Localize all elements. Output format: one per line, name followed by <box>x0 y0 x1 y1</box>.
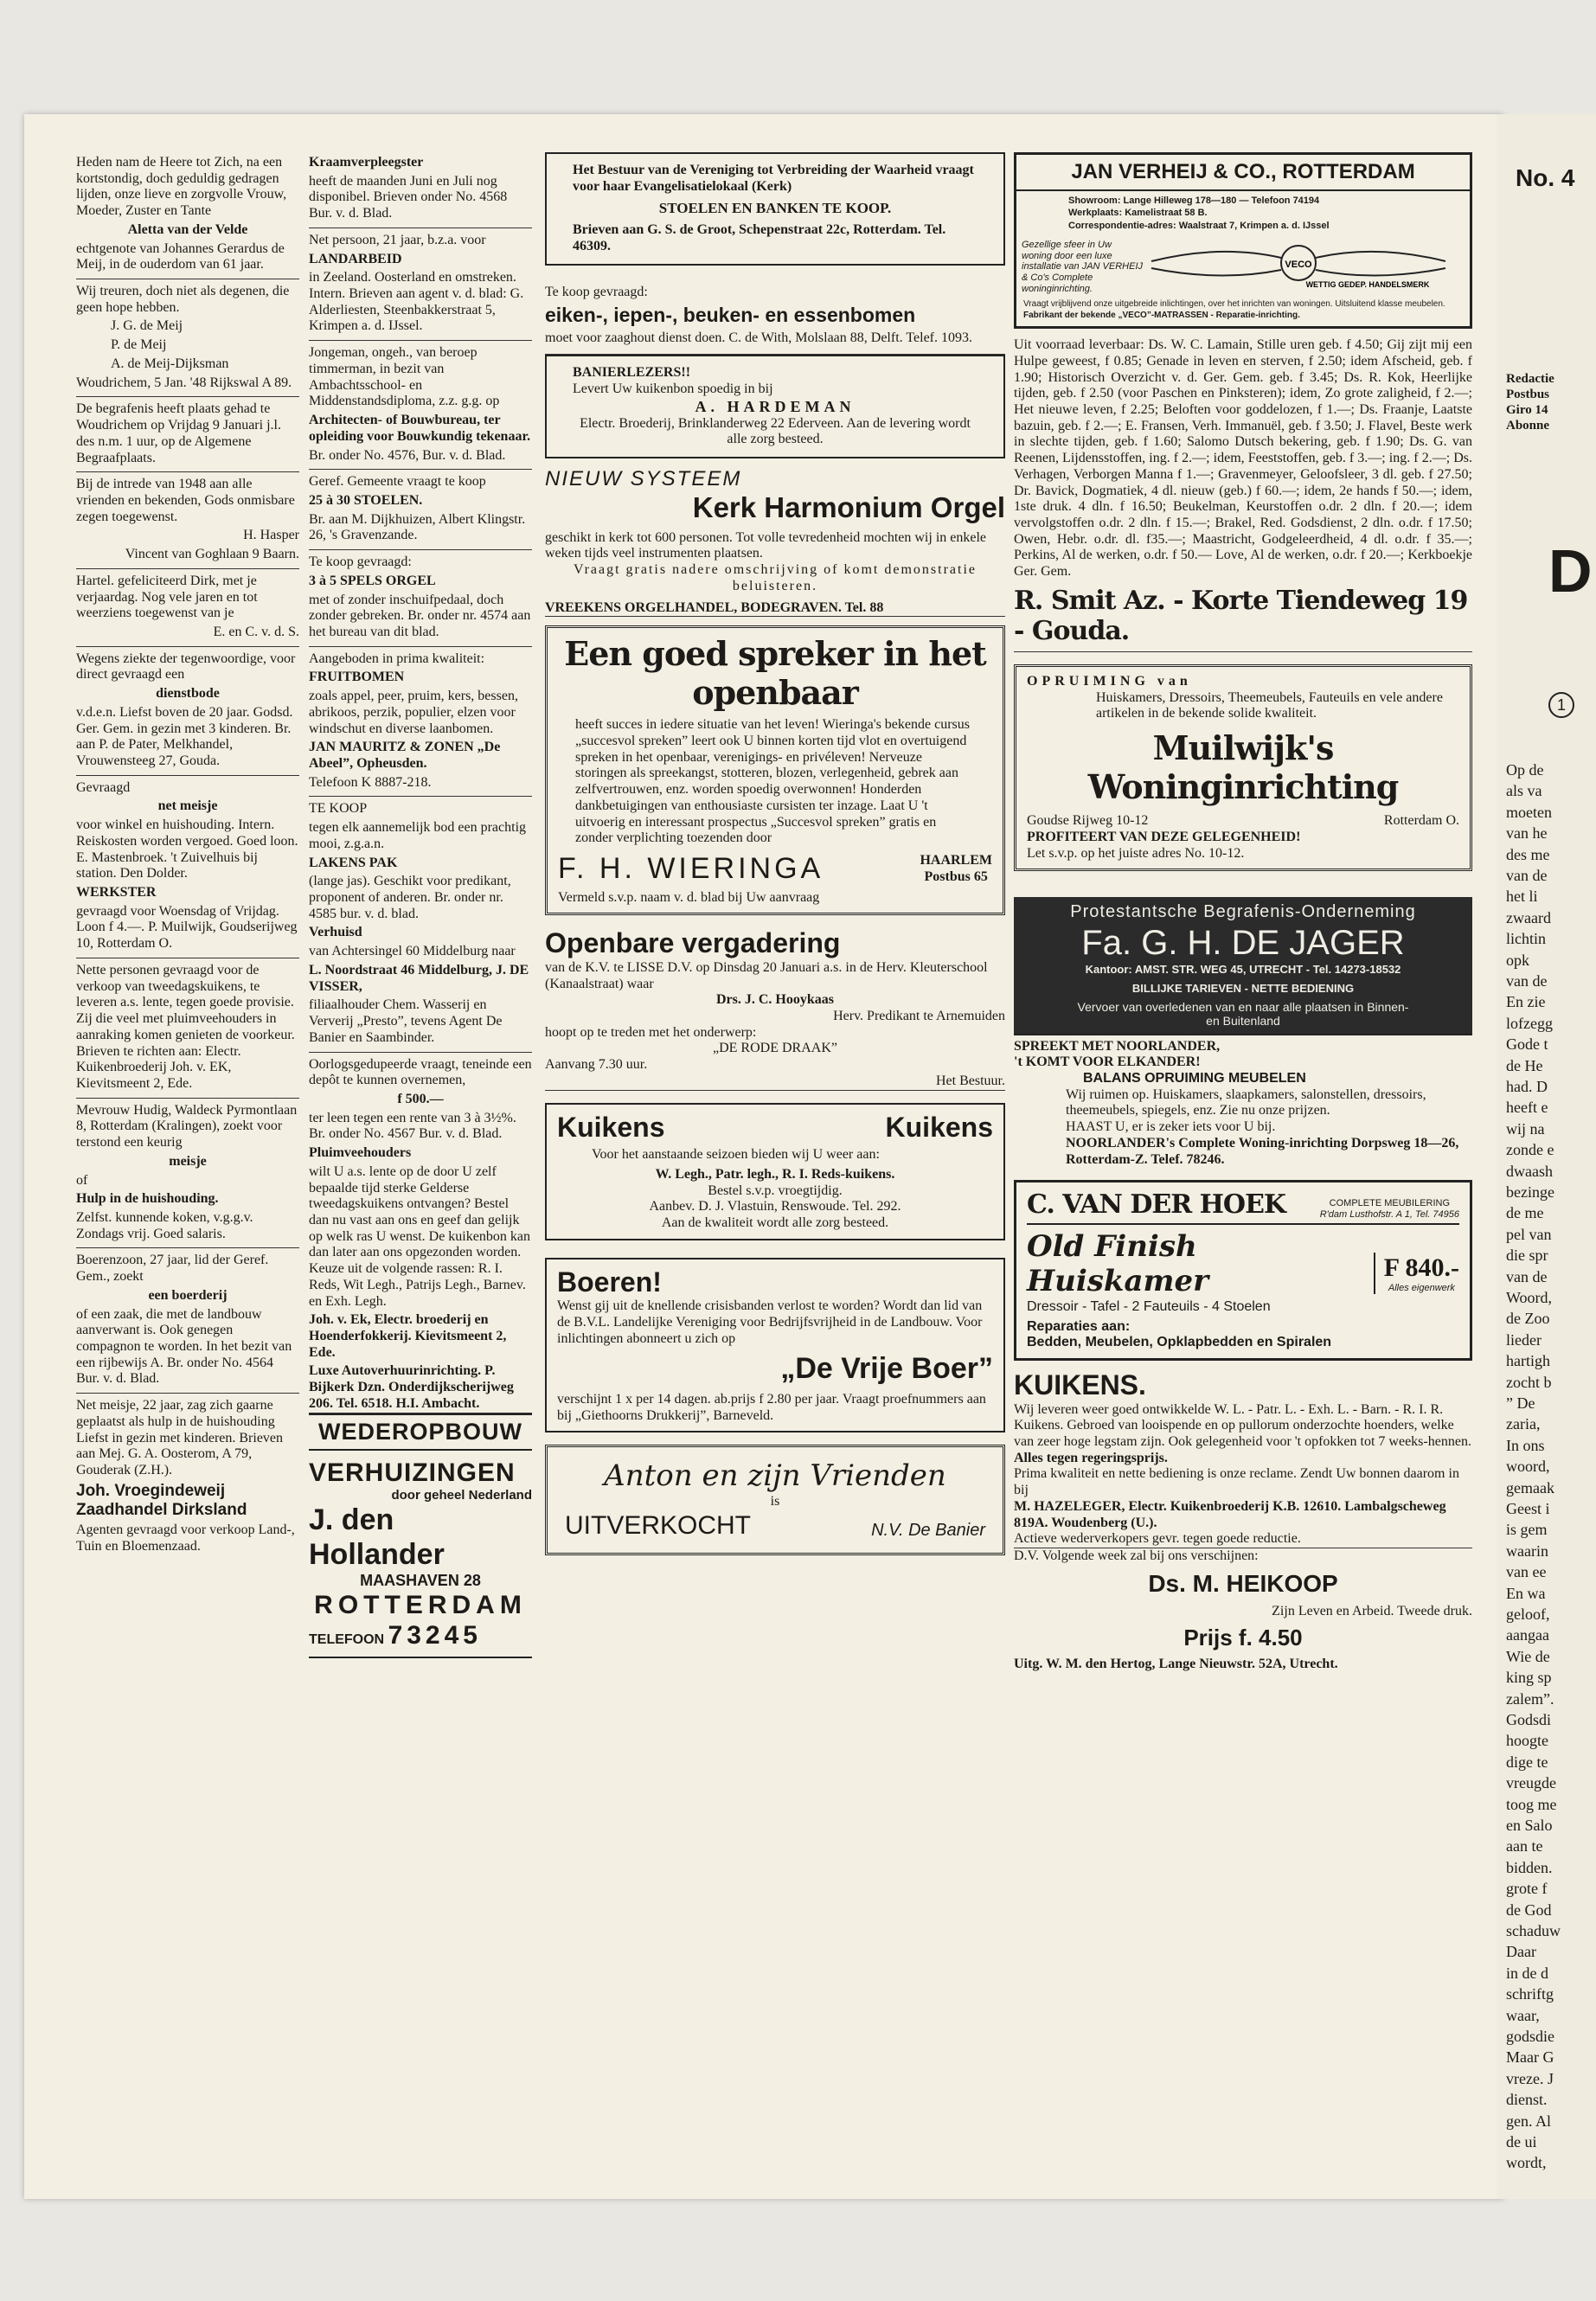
verheij-head: JAN VERHEIJ & CO., ROTTERDAM <box>1016 155 1470 191</box>
col2-item: heeft de maanden Juni en Juli nog disponibel. Brieven onder No. 4568 Bur. v. d. Blad. <box>309 173 508 221</box>
col1-item: dienstbode <box>156 686 220 702</box>
hoek-rep: Reparaties aan: <box>1027 1318 1131 1334</box>
col1-item: Vincent van Goghlaan 9 Baarn. <box>125 547 299 562</box>
orgel-head: Kerk Harmonium Orgel <box>692 491 1005 524</box>
hoek-script: Old Finish Huiskamer <box>1027 1229 1209 1299</box>
jager-office: Kantoor: AMST. STR. WEG 45, UTRECHT - Tel. 14273-18532 <box>1085 963 1401 977</box>
muilwijk-items: Huiskamers, Dressoirs, Theemeubels, Fauteuils en vele andere artikelen in de bekende solide kwaliteit. <box>1096 689 1443 721</box>
next-page-body-line: wij na <box>1506 1119 1545 1138</box>
hazeleger-body: Wij leveren weer goed ontwikkelde W. L. - Patr. L. - Exh. L. - Barn. - R. I. R. Kuikens. Gebroed van looispende en op pullorum onderzochte hoenders, welke van zeer hoge legstam zijn. Ook gelegenheid voor 't opfokken tot 7 weeks-hennen. <box>1014 1401 1471 1449</box>
orgel-foot: VREEKENS ORGELHANDEL, BODEGRAVEN. Tel. 88 <box>545 599 884 615</box>
next-page-masthead-line: Postbus <box>1506 388 1550 401</box>
spreker-head: Een goed spreker in het openbaar <box>564 634 986 712</box>
col2-item: f 500.— <box>397 1091 444 1106</box>
next-page-body-line: lichtin <box>1506 930 1546 948</box>
vergadering-body: van de K.V. te LISSE D.V. op Dinsdag 20 Januari a.s. in de Herv. Kleuterschool (Kanaalstraat) waar <box>545 959 988 991</box>
jager-ad <box>1014 897 1472 1033</box>
veco-logo-icon <box>1143 239 1465 296</box>
next-page-body-line: gen. Al <box>1506 2112 1551 2130</box>
col2-item: Net persoon, 21 jaar, b.z.a. voor <box>309 228 532 249</box>
eiken-ad <box>545 285 1005 347</box>
col2-item: Aangeboden in prima kwaliteit: <box>309 646 532 668</box>
verheij-correspondentie: Correspondentie-adres: Waalstraat 7, Krimpen a. d. IJssel <box>1068 220 1330 231</box>
next-page-body-line: opk <box>1506 951 1529 969</box>
hollander-phone: 73245 <box>388 1621 482 1650</box>
column-2 <box>309 152 532 1658</box>
next-page-body-line: En wa <box>1506 1584 1546 1602</box>
col1-item: Zelfst. kunnende koken, v.g.g.v. Zondags vrij. Goed salaris. <box>76 1209 253 1241</box>
next-page-body-line: de He <box>1506 1056 1543 1074</box>
col1-item: Boerenzoon, 27 jaar, lid der Geref. Gem., zoekt <box>76 1247 299 1285</box>
vergadering-speaker: Drs. J. C. Hooykaas <box>715 992 834 1008</box>
anton-publisher: N.V. De Banier <box>871 1520 985 1540</box>
next-page-initial: D <box>1548 537 1593 605</box>
col1-item: WERKSTER <box>76 885 157 901</box>
kuikens-h1: Kuikens <box>557 1111 665 1143</box>
next-page-body-line: Maar G <box>1506 2048 1554 2067</box>
next-page-body-line: van de <box>1506 972 1548 990</box>
next-page-body-line: Op de <box>1506 761 1544 779</box>
next-page-body-line: vreugde <box>1506 1774 1556 1792</box>
orgel-body: geschikt in kerk tot 600 personen. Tot volle tevredenheid mochten wij in enkele weken tijds veel instrumenten plaatsen. <box>545 529 987 561</box>
veco-wing-text: WETTIG GEDEP. HANDELSMERK <box>1305 279 1430 289</box>
banier-addr: Electr. Broederij, Brinklanderweg 22 Ederveen. Aan de levering wordt alle zorg besteed. <box>580 415 971 447</box>
heikoop-foot: Uitg. W. M. den Hertog, Lange Nieuwstr. 52A, Utrecht. <box>1014 1656 1338 1671</box>
hoek-tag: COMPLETE MEUBILERING <box>1329 1197 1451 1208</box>
col2-item: Jongeman, ongeh., van beroep timmerman, in bezit van Ambachtsschool- en Middenstandsdiploma, z.z. g.g. op <box>309 340 532 410</box>
eiken-pre: Te koop gevraagd: <box>545 284 648 299</box>
hoek-own: Alles eigenwerk <box>1388 1282 1455 1293</box>
next-page-body-line: lieder <box>1506 1330 1542 1349</box>
next-page-body-line: grote f <box>1506 1880 1548 1898</box>
col2-item: Te koop gevraagd: <box>309 549 532 571</box>
kuikens-body: Voor het aanstaande seizoen bieden wij U weer aan: <box>592 1147 880 1163</box>
next-page-body-line: hartigh <box>1506 1352 1550 1370</box>
heikoop-name: Ds. M. HEIKOOP <box>1148 1569 1338 1597</box>
vergadering-role: Herv. Predikant te Arnemuiden <box>833 1009 1005 1024</box>
noorlander-h3: BALANS OPRUIMING MEUBELEN <box>1083 1071 1306 1086</box>
anton-is: is <box>770 1494 780 1509</box>
boeren-foot: verschijnt 1 x per 14 dagen. ab.prijs f 2.80 per jaar. Vraagt proefnummers aan bij „Giethoorns Drukkerij”, Barneveld. <box>557 1392 986 1423</box>
vergadering-ad <box>545 927 1005 1089</box>
spreker-foot: Vermeld s.v.p. naam v. d. blad bij Uw aanvraag <box>558 889 820 905</box>
col2-item: LAKENS PAK <box>309 855 398 870</box>
col1-item: Wij treuren, doch niet als degenen, die geen hope hebben. <box>76 279 299 316</box>
heikoop-pre: D.V. Volgende week zal bij ons verschijnen: <box>1014 1548 1259 1564</box>
next-page-body-line: wordt, <box>1506 2154 1547 2172</box>
next-page-body-line: godsdie <box>1506 2028 1554 2045</box>
next-page-body-line: had. D <box>1506 1078 1548 1095</box>
next-page-body-line: zonde e <box>1506 1141 1554 1159</box>
next-page-body-line: toog me <box>1506 1795 1557 1813</box>
col1-item: A. de Meij-Dijksman <box>111 356 229 371</box>
anton-title: Anton en zijn Vrienden <box>604 1458 946 1494</box>
kuikens-h2: Kuikens <box>885 1111 993 1143</box>
next-page-body-line: van ee <box>1506 1563 1547 1581</box>
verheij-foot: Fabrikant der bekende „VECO”-MATRASSEN - Reparatie-inrichting. <box>1023 311 1300 321</box>
col1-item: echtgenote van Johannes Gerardus de Meij, in de ouderdom van 61 jaar. <box>76 240 285 272</box>
verhuizingen-sub: door geheel Nederland <box>391 1488 532 1503</box>
next-page-body-line: Daar <box>1506 1943 1536 1961</box>
col2-item: (lange jas). Geschikt voor predikant, proponent of anderen. Br. onder nr. 4585 bur. v. d. blad. <box>309 874 511 921</box>
col2-item: Br. aan M. Dijkhuizen, Albert Klingstr. 26, 's Gravenzande. <box>309 511 526 543</box>
noorlander-ad <box>1014 1034 1472 1169</box>
col2-item: Pluimveehouders <box>309 1145 412 1161</box>
col2-item: Oorlogsgedupeerde vraagt, teneinde een depôt te kunnen overnemen, <box>309 1052 532 1089</box>
heikoop-ad <box>1014 1548 1472 1672</box>
jager-top: Protestantsche Begrafenis-Onderneming <box>1070 902 1416 922</box>
next-page-body-line: vreze. J <box>1506 2069 1554 2087</box>
hazeleger-b1: Alles tegen regeringsprijs. <box>1014 1450 1168 1465</box>
verheij-slogan: Gezellige sfeer in Uw woning door een luxe installatie van JAN VERHEIJ & Co's Complete woninginrichting. <box>1022 239 1143 295</box>
next-page-body-line: hoogte <box>1506 1732 1548 1750</box>
next-page-body-line: In ons <box>1506 1436 1545 1454</box>
anton-ad <box>545 1445 1005 1555</box>
next-page-body-line: de God <box>1506 1900 1552 1919</box>
muilwijk-addr: Goudse Rijweg 10-12 <box>1027 813 1149 829</box>
col2-item: 25 à 30 STOELEN. <box>309 492 423 508</box>
noorlander-foot: NOORLANDER's Complete Woning-inrichting Dorpsweg 18—26, Rotterdam-Z. Telef. 78246. <box>1066 1135 1459 1167</box>
col1-item: P. de Meij <box>111 337 167 353</box>
next-page-body-line: lofzegg <box>1506 1014 1553 1032</box>
eiken-head: eiken-, iepen-, beuken- en essenbomen <box>545 304 916 327</box>
verheij-ad <box>1014 152 1472 329</box>
noorlander-h1: SPREEKT MET NOORLANDER, <box>1014 1038 1221 1054</box>
kuikens-addr: Aanbev. D. J. Vlastuin, Renswoude. Tel. 292. <box>649 1199 901 1215</box>
heikoop-sub: Zijn Leven en Arbeid. Tweede druk. <box>1272 1603 1472 1618</box>
col2-item: Geref. Gemeente vraagt te koop <box>309 469 532 490</box>
col1-item: J. G. de Meij <box>111 318 183 334</box>
col2-item: ter leen tegen een rente van 3 à 3½%. Br. onder No. 4567 Bur. v. d. Blad. <box>309 1110 516 1142</box>
kuikens-foot: Aan de kwaliteit wordt alle zorg besteed. <box>661 1215 889 1230</box>
hoek-name: C. VAN DER HOEK <box>1027 1189 1286 1221</box>
column-3 <box>545 152 1005 1555</box>
orgel-ad <box>545 467 1005 616</box>
vergadering-body2: hoopt op te treden met het onderwerp: <box>545 1024 757 1040</box>
column-4 <box>1014 152 1472 1672</box>
vergadering-head: Openbare vergadering <box>545 927 841 959</box>
col2-item: TE KOOP <box>309 796 532 817</box>
next-page-body-line: die spr <box>1506 1247 1548 1265</box>
kuikens-hazeleger-ad <box>1014 1369 1472 1548</box>
next-page-body-line: in de d <box>1506 1964 1548 1982</box>
next-page-circle-number: 1 <box>1548 692 1574 718</box>
next-page-body-line: schaduw <box>1506 1922 1561 1939</box>
phone-label: TELEFOON <box>309 1632 385 1648</box>
col1-item: De begrafenis heeft plaats gehad te Woudrichem op Vrijdag 9 Januari j.l. des n.m. 1 uur, op de Algemene Begraafplaats. <box>76 396 299 466</box>
next-page-body-line: zalem”. <box>1506 1689 1554 1708</box>
muilwijk-foot: Let s.v.p. op het juiste adres No. 10-12. <box>1027 845 1245 861</box>
col2-item: Luxe Autoverhuurinrichting. P. Bijkerk Dzn. Onderdijkscherijweg 206. Tel. 6518. H.I. Ambacht. <box>309 1363 514 1411</box>
jager-tariff: BILLIJKE TARIEVEN - NETTE BEDIENING <box>1131 981 1355 995</box>
col1-item: net meisje <box>157 798 218 814</box>
col2-item: Telefoon K 8887-218. <box>309 774 432 790</box>
col1-item: voor winkel en huishouding. Intern. Reiskosten worden vergoed. Goed loon. E. Mastenbroek. 't Zuivelhuis bij station. Den Dolder. <box>76 817 298 881</box>
boeren-ad <box>545 1258 1005 1433</box>
eiken-body: moet voor zaaghout dienst doen. C. de With, Molslaan 88, Delft. Telef. 1093. <box>545 330 972 346</box>
noorlander-body: Wij ruimen op. Huiskamers, slaapkamers, salonstellen, dressoirs, theemeubels, spiegels, enz. Zie nu onze prijzen. <box>1066 1086 1426 1118</box>
next-page-body-line: En zie <box>1506 993 1546 1011</box>
col1-item: Nette personen gevraagd voor de verkoop van tweedagskuikens, te leveren a.s. lente, tegen goede provisie. Zij die veel met pluimveehouders in aanraking komen genieten de voorkeur. Brieven te richten aan: Electr. Kuikenbroederij Joh. v. EK, Kievitsmeent 2, Ede. <box>76 958 299 1093</box>
col2-item: met of zonder inschuifpedaal, doch zonder gebreken. Br. onder nr. 4574 aan het bureau van dit blad. <box>309 592 531 639</box>
col1-item: Bij de intrede van 1948 aan alle vrienden en bekenden, Gods onmisbare zegen toegewenst. <box>76 471 299 525</box>
col2-item: Verhuisd <box>309 925 362 940</box>
col2-item: JAN MAURITZ & ZONEN „De Abeel”, Opheusden. <box>309 740 501 771</box>
noorlander-h2: 't KOMT VOOR ELKANDER! <box>1014 1054 1201 1070</box>
next-page-masthead-line: Redactie <box>1506 372 1554 386</box>
jager-foot: Vervoer van overledenen van en naar alle plaatsen in Binnen- en Buitenland <box>1077 999 1409 1029</box>
col1-item: Aletta van der Velde <box>127 221 248 237</box>
col1-item: Hartel. gefeliciteerd Dirk, met je verjaardag. Nog vele jaren en tot weerziens toegewenst van je <box>76 568 299 622</box>
spreker-body: heeft succes in iedere situatie van het leven! Wieringa's bekende cursus „succesvol spreken” leert ook U binnen korten tijd vlot en overtuigend spreken in het openbaar, verenigings- en privéleven! Nerveuze storingen als spreekangst, stotteren, blozen, verlegenheid, gebrek aan zelfvertrouwen, enz. worden spoedig overwonnen! Honderden dankbetuigingen van enthousiaste cursisten ter inzage. Laat U 't uitvoerig en interessant prospectus „Succesvol spreken” gratis en zonder verplichting toezenden door <box>575 717 970 846</box>
next-page-body-line: zocht b <box>1506 1373 1552 1391</box>
next-page-body-line: van de <box>1506 1267 1548 1285</box>
column-1 <box>76 152 299 1555</box>
col2-item: in Zeeland. Oosterland en omstreken. Intern. Brieven aan agent v. d. blad: G. Alderliesten, Steenbakkerstraat 5, Krimpen a. d. IJssel. <box>309 270 524 334</box>
col2-item: FRUITBOMEN <box>309 670 405 685</box>
col2-item: tegen elk aannemelijk bod een prachtig mooi, z.g.a.n. <box>309 820 527 851</box>
col1-item: Net meisje, 22 jaar, zag zich gaarne geplaatst als hulp in de huishouding Liefst in gezin met kinderen. Brieven aan Mej. G. A. Oosterom, A 79, Gouderak (Z.H.). <box>76 1393 299 1479</box>
heikoop-price: Prijs f. 4.50 <box>1183 1625 1303 1651</box>
vergadering-sign: Het Bestuur. <box>936 1073 1005 1088</box>
next-page-body-line: des me <box>1506 845 1550 863</box>
veco-logo-text: VECO <box>1285 259 1312 270</box>
col1-item: Heden nam de Heere tot Zich, na een kortstondig, doch geduldig gedragen lijden, onze lieve en zorgvolle Vrouw, Moeder, Zuster en Tante <box>76 155 287 219</box>
next-page-body-line: pel van <box>1506 1225 1552 1243</box>
col2-item: Br. onder No. 4576, Bur. v. d. Blad. <box>309 447 506 463</box>
next-page-body-line: Godsdi <box>1506 1711 1552 1728</box>
hoek-rep-items: Bedden, Meubelen, Opklapbedden en Spiralen <box>1027 1335 1332 1350</box>
hollander-city: ROTTERDAM <box>314 1591 527 1620</box>
next-page-body-line: zwaard <box>1506 908 1551 926</box>
kuikens-note: Bestel s.v.p. vroegtijdig. <box>708 1183 843 1198</box>
jager-head: Fa. G. H. DE JAGER <box>1081 923 1405 962</box>
hoek-ad <box>1014 1180 1472 1361</box>
col1-item: Wegens ziekte der tegenwoordige, voor direct gevraagd een <box>76 646 299 683</box>
col1-item: of een zaak, die met de landbouw aanverwant is. Ook genegen compagnon te worden. In het bezit van een rijbewijs A. Br. onder No. 4564 Bur. v. d. Blad. <box>76 1306 292 1387</box>
hoek-price: F 840.- <box>1383 1253 1459 1282</box>
next-page-body-line: Wie de <box>1506 1647 1550 1665</box>
smit-body: Uit voorraad leverbaar: Ds. W. C. Lamain, Stille uren geb. f 4.50; Gij zijt mij een Hulpe geweest, f 0.85; Genade in leven en sterven, f 2.50; idem Afscheid, geb. f 1.90; Historisch Overzicht v. d. Ger. Gem. geb. f 3.45; Ds. R. Kok, Heerlijke tijden, geb. f 2.50 (voor Paschen en Pinksteren); idem, Zo grote zaligheid, f 2.—; Het nieuwe leven, f 2.25; Beloften voor goddelozen, f 1.—; Ds. Fraanje, Laatste bazuin, geb. f 2.—; E. Fransen, Verh. Immanuël, geb. f 3.50; J. Flavel, Beste werk in slechte tijden, geb. f 1.60; Salomo Dutsch bekering, geb. f 1.90; Ds. G. van Reenen, Lijdensstoffen, ing. f 2.—; idem, Feeststoffen, geb. f 3.—; ing. f 2.—; Ds. Verhagen, Verborgen Manna f 1.—; Gravenmeyer, Geloofsleer, 3 dl. geb. f 27.50; Dr. Bavick, Dogmatiek, 4 dl. nieuw (geb.) f 60.—; idem, 2e hands f 50.—; idem, 1ste druk. 4 dln. f 16.50; Beukelman, Keurstoffen o.dr. 2 dln. f 20.—; idem vervolgstoffen o.dr. 2 dln. f 15.—; Brakel, Red. Godsdienst, 2 dln. o.dr. f 17.50; Owen, Hebr. o.dr. dl. f35.—; Maastricht, Godgeleerdheid, 4 dl. o.dr. f 35.—; Perkins, Al de werken, o.dr. f 50.— Love, Al de werken, o.dr. f 20.—; Kerkboekje Ger. Gem. <box>1014 337 1472 580</box>
verhuizingen-title: VERHUIZINGEN <box>309 1458 516 1488</box>
next-page-body-line: bidden. <box>1506 1858 1553 1876</box>
muilwijk-head: Muilwijk's Woninginrichting <box>1087 728 1399 806</box>
next-page-body-line: het li <box>1506 888 1538 906</box>
next-page-body-line: schriftg <box>1506 1985 1554 2003</box>
next-page-body-line: de me <box>1506 1204 1544 1222</box>
next-page-body-line: bezinge <box>1506 1183 1554 1201</box>
vergadering-topic: „DE RODE DRAAK” <box>713 1041 837 1056</box>
stoelen-ad <box>545 152 1005 266</box>
next-page-body-line: Gode t <box>1506 1035 1548 1054</box>
muilwijk-pre: OPRUIMING van <box>1027 674 1192 689</box>
banier-ad <box>545 355 1005 458</box>
next-page-body-line: als va <box>1506 782 1542 800</box>
orgel-tag: NIEUW SYSTEEM <box>545 467 742 491</box>
next-page-body-line: aangaa <box>1506 1626 1549 1644</box>
next-page-masthead-line: Giro 14 <box>1506 403 1548 417</box>
muilwijk-ad <box>1014 664 1472 871</box>
wieringa-box: Postbus 65 <box>924 868 988 884</box>
hollander-street: MAASHAVEN 28 <box>360 1572 481 1590</box>
wederopbouw-ad <box>309 1413 532 1658</box>
col2-item: Joh. v. Ek, Electr. broederij en Hoenderfokkerij. Kievitsmeent 2, Ede. <box>309 1312 507 1360</box>
next-page-body-line: dienst. <box>1506 2091 1548 2109</box>
next-page-body-line: aan te <box>1506 1837 1543 1856</box>
next-page-body-line: dige te <box>1506 1753 1548 1771</box>
next-page-number: No. 4 <box>1516 164 1575 191</box>
col1-item: of <box>76 1172 88 1188</box>
col1-item: Joh. Vroegindeweij Zaadhandel Dirksland <box>76 1481 247 1519</box>
col2-item: filiaalhouder Chem. Wasserij en Ververij „Presto”, tevens Agent De Banier en Saambinder. <box>309 997 503 1045</box>
hollander-firm: J. den Hollander <box>309 1503 445 1571</box>
next-page-body-line: zaria, <box>1506 1415 1541 1433</box>
next-page-body-line: woord, <box>1506 1458 1550 1476</box>
hoek-items: Dressoir - Tafel - 2 Fauteuils - 4 Stoelen <box>1027 1298 1271 1314</box>
col1-item: Woudrichem, 5 Jan. '48 Rijkswal A 89. <box>76 375 292 390</box>
next-page-body-line: ” De <box>1506 1394 1535 1412</box>
next-page-body-line: en Salo <box>1506 1817 1553 1834</box>
boeren-body: Wenst gij uit de knellende crisisbanden verlost te worden? Wordt dan lid van de B.V.L. Landelijke Vereniging voor Bedrijfsvrijheid in de Landbouw. Voor inlichtingen abonneert u zich op <box>557 1298 983 1346</box>
next-page-body-line: van he <box>1506 824 1548 843</box>
col1-item: Hulp in de huishouding. <box>76 1191 219 1207</box>
next-page-body-line: geloof, <box>1506 1606 1550 1623</box>
col1-item: Agenten gevraagd voor verkoop Land-, Tuin en Bloemenzaad. <box>76 1522 295 1554</box>
col1-item: v.d.e.n. Liefst boven de 20 jaar. Godsd. Ger. Gem. in gezin met 3 kinderen. Br. aan P. de Pater, Melkhandel, Vrouwensteeg 27, Gouda. <box>76 704 293 768</box>
verheij-showroom: Showroom: Lange Hilleweg 178—180 — Telefoon 74194 <box>1068 195 1320 207</box>
col1-item: Gevraagd <box>76 775 299 797</box>
next-page-body-line: gemaak <box>1506 1478 1554 1497</box>
hazeleger-b3: M. HAZELEGER, Electr. Kuikenbroederij K.B. 12610. Lambalgscheweg 819A. Woudenberg (U.). <box>1014 1498 1446 1530</box>
col1-item: Mevrouw Hudig, Waldeck Pyrmontlaan 8, Rotterdam (Kralingen), zoekt voor terstond een keurig <box>76 1098 299 1151</box>
next-page-body-line: dwaash <box>1506 1162 1553 1180</box>
next-page-body-line: is gem <box>1506 1521 1548 1539</box>
hazeleger-b4: Actieve wederverkopers gevr. tegen goede reductie. <box>1014 1531 1301 1547</box>
col2-item: 3 à 5 SPELS ORGEL <box>309 573 436 588</box>
col2-item: wilt U a.s. lente op de door U zelf bepaalde tijd sterke Gelderse tweedagskuikens ontvangen? Bestel dan nu vast aan ons en geef dan gelijk op welk ras U wenst. De kuikenbon kan dan later aan ons opgezonden worden. Keuze uit de volgende rassen: R. I. Reds, Wit Legh., Patrijs Legh., Barnev. en Exh. Legh. <box>309 1163 530 1309</box>
next-page-body-line: Geest i <box>1506 1500 1550 1517</box>
anton-status: UITVERKOCHT <box>565 1510 752 1540</box>
stoelen-body: Het Bestuur van de Vereniging tot Verbreiding der Waarheid vraagt voor haar Evangelisatielokaal (Kerk) <box>573 163 974 194</box>
col1-item: meisje <box>169 1153 207 1169</box>
col2-item: zoals appel, peer, pruim, kers, bessen, abrikoos, perzik, populier, elzen voor windschut en diverse laanbomen. <box>309 689 518 736</box>
next-page-body-line: moeten <box>1506 803 1552 821</box>
next-page-body-line: van de <box>1506 867 1548 884</box>
next-page-body-line: heeft e <box>1506 1099 1548 1117</box>
next-page-body-line: de Zoo <box>1506 1310 1550 1328</box>
verheij-werkplaats: Werkplaats: Kamelistraat 58 B. <box>1068 208 1208 219</box>
col2-item: L. Noordstraat 46 Middelburg, J. DE VISSER, <box>309 962 529 994</box>
boeren-title: „De Vrije Boer” <box>780 1352 993 1386</box>
stoelen-head: STOELEN EN BANKEN TE KOOP. <box>658 200 892 217</box>
banier-head: BANIERLEZERS!! <box>573 365 691 381</box>
kuikens-ad <box>545 1103 1005 1240</box>
col2-item: van Achtersingel 60 Middelburg naar <box>309 944 516 959</box>
col1-item: E. en C. v. d. S. <box>213 624 299 639</box>
banier-line: Levert Uw kuikenbon spoedig in bij <box>573 381 773 396</box>
next-page-body-line: king sp <box>1506 1669 1552 1687</box>
verheij-info: Vraagt vrijblijvend onze uitgebreide inlichtingen, over het inrichten van woningen. Uitsluitend klasse meubelen. <box>1023 298 1445 309</box>
hoek-addr: R'dam Lusthofstr. A 1, Tel. 74956 <box>1319 1208 1459 1220</box>
col1-item: H. Hasper <box>243 528 299 543</box>
next-page-masthead-line: Abonne <box>1506 419 1550 433</box>
hazeleger-b2: Prima kwaliteit en nette bediening is onze reclame. Zendt Uw bonnen daarom in bij <box>1014 1466 1459 1498</box>
wieringa-firm: F. H. WIERINGA <box>558 851 824 885</box>
orgel-demo: Vraagt gratis nadere omschrijving of komt demonstratie beluisteren. <box>573 562 977 593</box>
next-page-body-line: waar, <box>1506 2006 1540 2024</box>
vergadering-time: Aanvang 7.30 uur. <box>545 1057 648 1073</box>
next-page-body-line: Woord, <box>1506 1289 1553 1306</box>
col2-item: Kraamverpleegster <box>309 155 424 170</box>
kuikens-breeds: W. Legh., Patr. legh., R. I. Reds-kuikens. <box>655 1166 895 1182</box>
col2-item: Architecten- of Bouwbureau, ter opleiding voor Bouwkundig tekenaar. <box>309 413 531 444</box>
wieringa-city: HAARLEM <box>920 853 992 868</box>
banier-name: A. HARDEMAN <box>695 397 856 415</box>
spreker-ad <box>545 625 1005 915</box>
wederopbouw-title: WEDEROPBOUW <box>309 1415 532 1452</box>
col1-item: een boerderij <box>148 1287 228 1303</box>
column-2-ads <box>309 155 532 1413</box>
muilwijk-city: Rotterdam O. <box>1383 813 1459 829</box>
stoelen-foot: Brieven aan G. S. de Groot, Schepenstraat 22c, Rotterdam. Tel. 46309. <box>573 222 946 254</box>
smit-head: R. Smit Az. - Korte Tiendeweg 19 - Gouda. <box>1014 585 1468 646</box>
boeren-head: Boeren! <box>557 1266 662 1298</box>
col1-item: gevraagd voor Woensdag of Vrijdag. Loon f 4.—. P. Muilwijk, Goudserijweg 10, Rotterdam O. <box>76 903 298 952</box>
hazeleger-head: KUIKENS. <box>1014 1369 1146 1401</box>
muilwijk-cta: PROFITEERT VAN DEZE GELEGENHEID! <box>1027 829 1301 844</box>
noorlander-cta: HAAST U, er is zeker iets voor U bij. <box>1066 1119 1276 1135</box>
next-page-body-line: waarin <box>1506 1541 1548 1560</box>
next-page-body-line: de ui <box>1506 2133 1537 2150</box>
col2-item: LANDARBEID <box>309 251 402 266</box>
